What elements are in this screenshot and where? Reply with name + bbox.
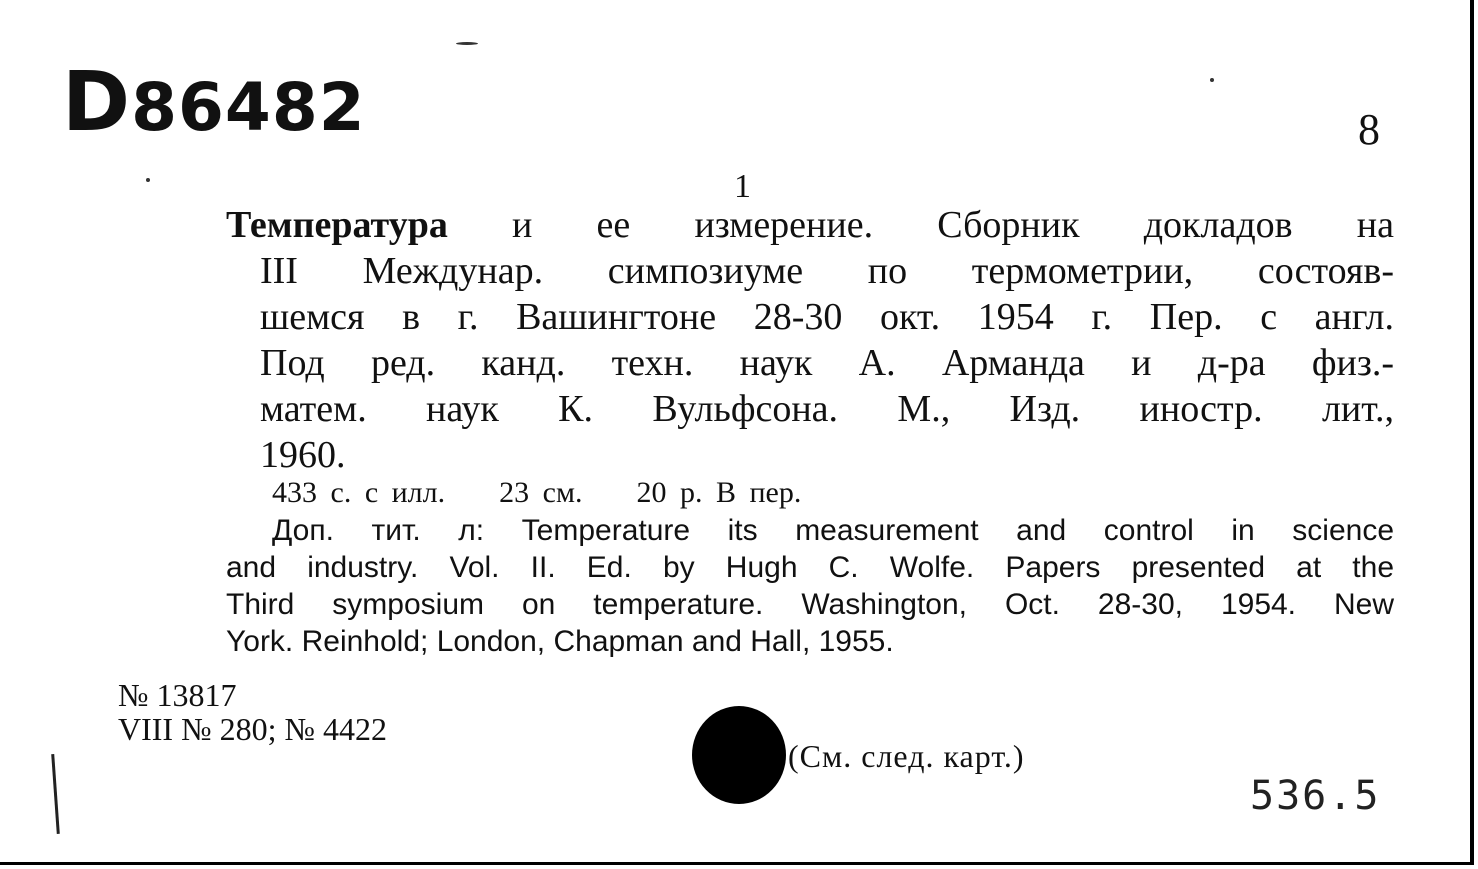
description-line: матем. наук К. Вульфсона. М., Изд. иностр. лит., — [260, 388, 1394, 430]
bibliographic-description — [226, 202, 1394, 478]
description-line: III Междунар. симпозиуме по термометрии, состояв- — [260, 250, 1394, 292]
description-line: шемся в г. Вашингтоне 28-30 окт. 1954 г. Пер. с англ. — [260, 296, 1394, 338]
note-line: Доп. тит. л: Temperature its measurement and control in science — [272, 514, 1394, 547]
ink-speck — [456, 42, 478, 45]
note-line: and industry. Vol. II. Ed. by Hugh C. Wolfe. Papers presented at the — [226, 551, 1394, 584]
collation-pages: 433 с. с илл. — [272, 476, 446, 509]
accession-line: № 13817 — [118, 677, 237, 713]
title-continuation: и ее измерение. Сборник докладов на — [447, 204, 1394, 246]
description-line — [226, 202, 1394, 248]
margin-mark — [51, 754, 60, 834]
accession-numbers — [118, 678, 387, 746]
entry-number: 1 — [734, 168, 751, 205]
collation-size: 23 см. — [499, 476, 583, 509]
filing-hole — [692, 706, 786, 804]
description-line: 1960. — [260, 434, 346, 476]
note-line: Third symposium on temperature. Washington, Oct. 28-30, 1954. New — [226, 588, 1394, 621]
ink-speck — [1210, 78, 1214, 82]
collation — [272, 478, 855, 508]
parallel-title-note — [226, 512, 1394, 660]
continuation-note: (См. след. карт.) — [788, 738, 1025, 774]
call-number-digits: 86482 — [131, 69, 366, 146]
shelf-mark: 536.5 — [1250, 773, 1381, 819]
collation-price: 20 р. В пер. — [636, 476, 802, 509]
accession-line: VIII № 280; № 4422 — [118, 711, 388, 747]
card-sequence-number: 8 — [1358, 105, 1380, 154]
call-number-prefix: D — [62, 55, 132, 150]
call-number — [62, 55, 366, 150]
ink-speck — [146, 178, 150, 182]
title-heading: Температура — [226, 204, 448, 246]
description-line: Под ред. канд. техн. наук А. Арманда и д-ра физ.- — [260, 342, 1394, 384]
note-line: York. Reinhold; London, Chapman and Hall, 1955. — [226, 625, 894, 658]
